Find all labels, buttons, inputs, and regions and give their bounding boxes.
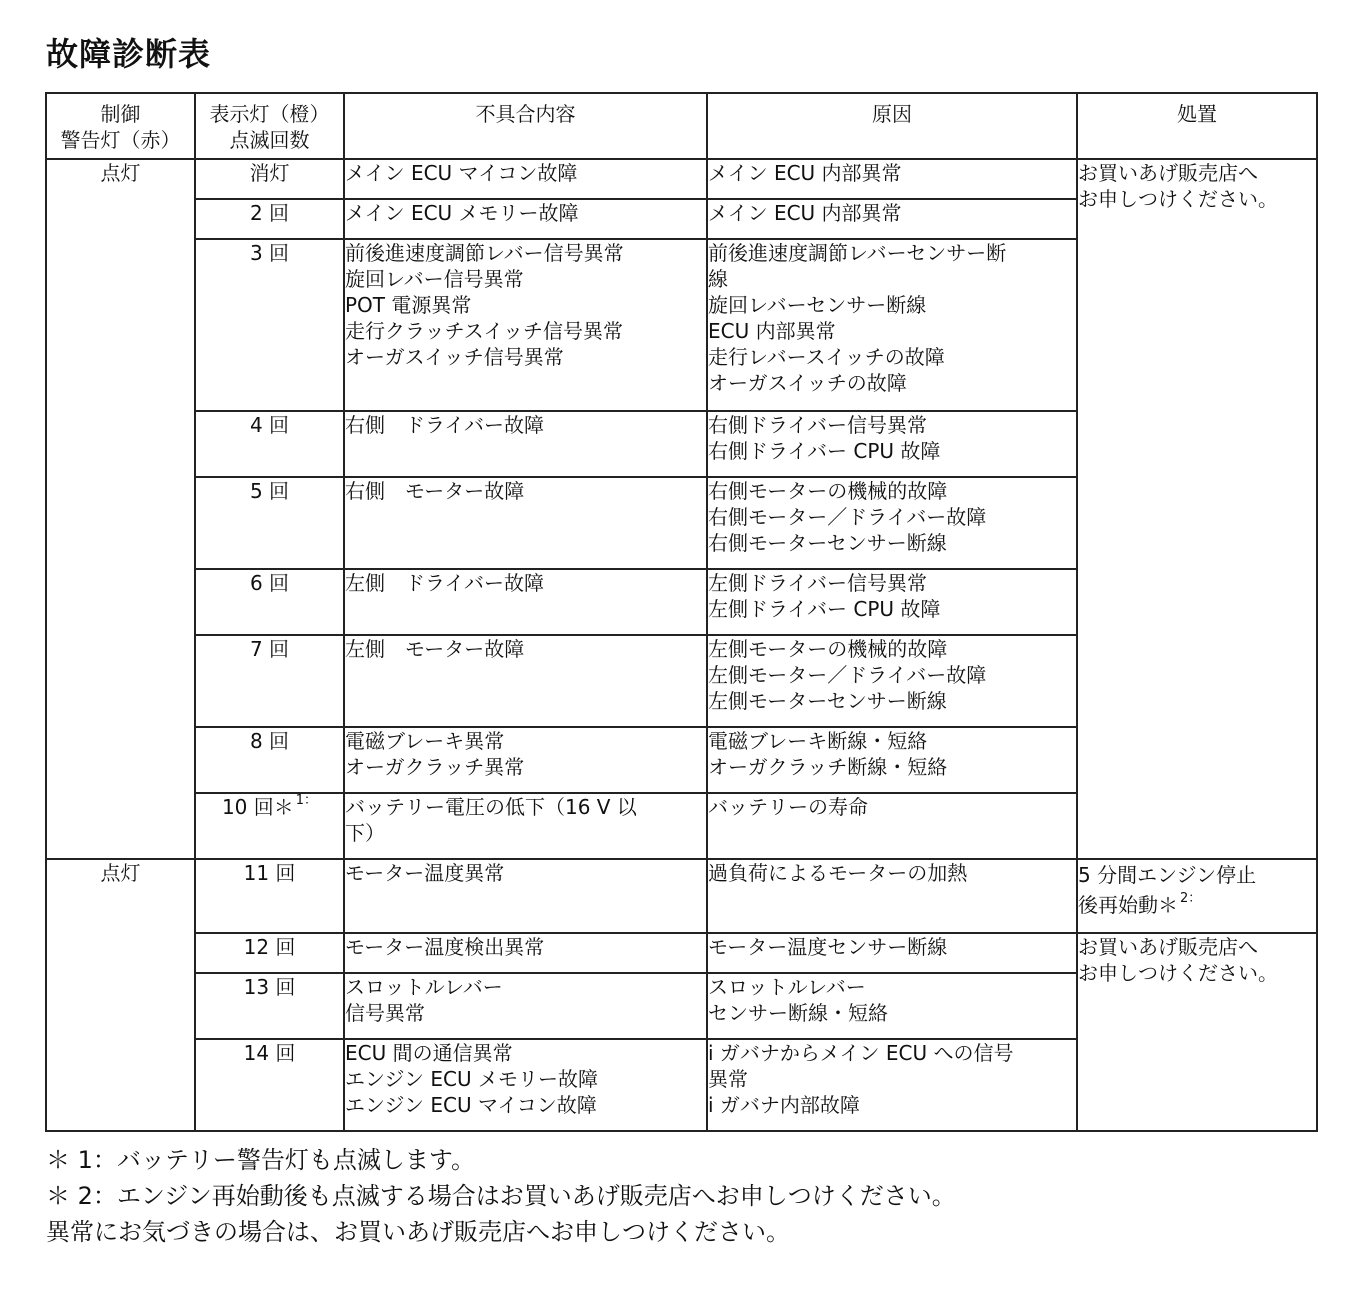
fault-cell: 右側 ドライバー故障 (344, 411, 707, 477)
blink-count: 2 回 (195, 199, 344, 239)
fault-cell: メイン ECU メモリー故障 (344, 199, 707, 239)
general-note: 異常にお気づきの場合は、お買いあげ販売店へお申しつけください。 (46, 1218, 790, 1246)
red-lamp-state: 点灯 (46, 859, 195, 1131)
cause-cell: バッテリーの寿命 (707, 793, 1077, 859)
table-row (46, 159, 1317, 199)
page-title: 故障診断表 (46, 35, 212, 73)
fault-cell: 左側 ドライバー故障 (344, 569, 707, 635)
cause-cell: スロットルレバー センサー断線・短絡 (707, 973, 1077, 1039)
blink-count: 6 回 (195, 569, 344, 635)
header-action: 処置 (1077, 93, 1317, 159)
footnote-mark: 1： (295, 793, 318, 808)
blink-count: 消灯 (195, 159, 344, 199)
cause-cell: 過負荷によるモーターの加熱 (707, 859, 1077, 933)
fault-cell: スロットルレバー 信号異常 (344, 973, 707, 1039)
fault-cell: 前後進速度調節レバー信号異常 旋回レバー信号異常 POT 電源異常 走行クラッチスイッチ信号異常 オーガスイッチ信号異常 (344, 239, 707, 411)
table-row (46, 859, 1317, 933)
cause-cell: 電磁ブレーキ断線・短絡 オーガクラッチ断線・短絡 (707, 727, 1077, 793)
blink-count: 4 回 (195, 411, 344, 477)
cause-cell: メイン ECU 内部異常 (707, 199, 1077, 239)
red-lamp-state: 点灯 (46, 159, 195, 859)
header-cause: 原因 (707, 93, 1077, 159)
cause-cell: モーター温度センサー断線 (707, 933, 1077, 973)
fault-cell: モーター温度検出異常 (344, 933, 707, 973)
header-row (46, 93, 1317, 159)
cause-cell: 左側ドライバー信号異常 左側ドライバー CPU 故障 (707, 569, 1077, 635)
cause-cell: 右側モーターの機械的故障 右側モーター／ドライバー故障 右側モーターセンサー断線 (707, 477, 1077, 569)
fault-cell: 電磁ブレーキ異常 オーガクラッチ異常 (344, 727, 707, 793)
blink-count: 12 回 (195, 933, 344, 973)
blink-count: 5 回 (195, 477, 344, 569)
fault-diagnosis-table (45, 92, 1318, 1132)
header-orange-lamp: 表示灯（橙） 点滅回数 (195, 93, 344, 159)
fault-cell: メイン ECU マイコン故障 (344, 159, 707, 199)
fault-cell: ECU 間の通信異常 エンジン ECU メモリー故障 エンジン ECU マイコン故障 (344, 1039, 707, 1131)
cause-cell: メイン ECU 内部異常 (707, 159, 1077, 199)
action-cell: お買いあげ販売店へ お申しつけください。 (1077, 933, 1317, 1131)
fault-cell: 左側 モーター故障 (344, 635, 707, 727)
blink-count: 14 回 (195, 1039, 344, 1131)
header-red-lamp: 制御 警告灯（赤） (46, 93, 195, 159)
fault-cell: モーター温度異常 (344, 859, 707, 933)
footnote-2: ＊ 2：エンジン再始動後も点滅する場合はお買いあげ販売店へお申しつけください。 (46, 1182, 956, 1210)
blink-count: 8 回 (195, 727, 344, 793)
cause-cell: 左側モーターの機械的故障 左側モーター／ドライバー故障 左側モーターセンサー断線 (707, 635, 1077, 727)
fault-cell: バッテリー電圧の低下（16 V 以 下） (344, 793, 707, 859)
cause-cell: 前後進速度調節レバーセンサー断 線 旋回レバーセンサー断線 ECU 内部異常 走行レバースイッチの故障 オーガスイッチの故障 (707, 239, 1077, 411)
action-cell: 5 分間エンジン停止 後再始動＊ $^{2:}$ (1077, 859, 1317, 933)
cause-cell: 右側ドライバー信号異常 右側ドライバー CPU 故障 (707, 411, 1077, 477)
table-row (46, 933, 1317, 973)
blink-count: 7 回 (195, 635, 344, 727)
blink-count: 10 回＊ $^{1:}$ (195, 793, 344, 859)
blink-count: 11 回 (195, 859, 344, 933)
fault-cell: 右側 モーター故障 (344, 477, 707, 569)
footnote-1: ＊ 1：バッテリー警告灯も点滅します。 (46, 1146, 475, 1174)
action-cell: お買いあげ販売店へ お申しつけください。 (1077, 159, 1317, 859)
footnotes (46, 1142, 956, 1250)
header-fault: 不具合内容 (344, 93, 707, 159)
cause-cell: i ガバナからメイン ECU への信号 異常 i ガバナ内部故障 (707, 1039, 1077, 1131)
footnote-mark: 2： (1180, 891, 1202, 906)
blink-count: 13 回 (195, 973, 344, 1039)
blink-count: 3 回 (195, 239, 344, 411)
